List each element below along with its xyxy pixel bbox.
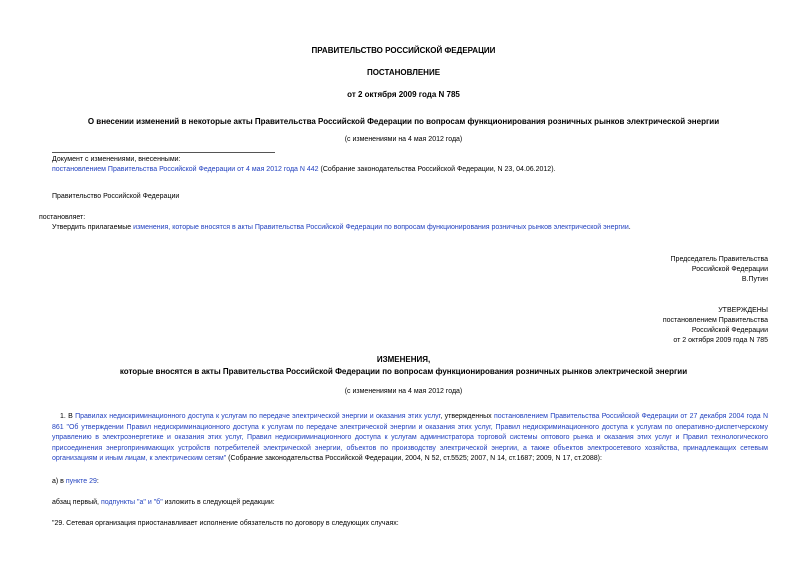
signature-country: Российской Федерации	[691, 266, 768, 273]
subitem-a-suffix: :	[96, 478, 99, 485]
amending-act-link[interactable]: постановлением Правительства Российской Федерации от 4 мая 2012 года N 442	[52, 166, 319, 173]
government-name: Правительство Российской Федерации	[52, 193, 180, 200]
clause-29-link[interactable]: пункте 29	[65, 478, 97, 485]
government-heading: ПРАВИТЕЛЬСТВО РОССИЙСКОЙ ФЕДЕРАЦИИ	[311, 46, 496, 55]
changes-amendment-note: (с изменениями на 4 мая 2012 года)	[344, 388, 463, 395]
approve-prefix: Утвердить прилагаемые	[52, 224, 134, 231]
approved-country: Российской Федерации	[691, 327, 768, 334]
item-1-source: (Собрание законодательства Российской Федерации, 2004, N 52, ст.5525; 2007, N 14, ст.1687; 2009, N 17, ст.2088):	[226, 455, 602, 463]
document-title: О внесении изменений в некоторые акты Правительства Российской Федерации по вопросам функционирования розничных рынков электрической энергии	[87, 117, 720, 126]
signature-title: Председатель Правительства	[670, 256, 768, 263]
approved-by: постановлением Правительства	[662, 317, 768, 324]
document-date-number: от 2 октября 2009 года N 785	[347, 90, 460, 99]
approve-suffix: .	[628, 224, 631, 231]
changes-intro: Документ с изменениями, внесенными:	[52, 156, 181, 163]
approve-text	[52, 224, 631, 231]
abzac-prefix: абзац первый,	[52, 499, 101, 506]
changes-subheading: которые вносятся в акты Правительства Российской Федерации по вопросам функционирования розничных рынков электрической энергии	[119, 367, 688, 376]
abzac-suffix: изложить в следующей редакции:	[162, 499, 275, 506]
changes-source	[52, 166, 555, 173]
resolves-text: постановляет:	[39, 214, 86, 221]
signature-name: В.Путин	[741, 276, 768, 283]
approved-date: от 2 октября 2009 года N 785	[673, 337, 768, 344]
subitem-a-prefix: а) в	[52, 478, 66, 485]
decree-861-link[interactable]: постановлением Правительства Российской Федерации от 27 декабря 2004 года N 861 "Об утверждении Правил недискриминационного доступа к услугам по передаче электрической энергии и оказания этих услуг, Правил недискриминационного доступа к услугам по оперативно-диспетчерскому управлению в электроэнергетике и оказания этих услуг, Правил недискриминационного доступа к услугам администратора торговой системы оптового рынка и оказания этих услуг и Правил технологического присоединения энергопринимающих устройств потребителей электрической энергии, объектов по производству электрической энергии, а также объектов электросетевого хозяйства, принадлежащих сетевым организациям и иным лицам, к электрическим сетям"	[52, 413, 769, 463]
abzac-text	[52, 499, 275, 506]
item-1-middle: , утвержденных	[440, 413, 494, 420]
document-type: ПОСТАНОВЛЕНИЕ	[366, 68, 441, 77]
separator-line	[52, 152, 275, 153]
changes-heading: ИЗМЕНЕНИЯ,	[376, 355, 431, 364]
rules-link[interactable]: Правилах недискриминационного доступа к услугам по передаче электрической энергии и оказания этих услуг	[75, 413, 441, 420]
item-1-prefix: 1. В	[60, 413, 76, 420]
item-1-paragraph	[52, 412, 768, 465]
amending-act-source: (Собрание законодательства Российской Федерации, N 23, 04.06.2012).	[318, 166, 556, 173]
subitem-a	[52, 478, 99, 485]
quoted-clause-29: "29. Сетевая организация приостанавливает исполнение обязательств по договору в следующих случаях:	[52, 520, 399, 527]
subclauses-link[interactable]: подпункты "а" и "б"	[100, 499, 163, 506]
approved-stamp: УТВЕРЖДЕНЫ	[718, 307, 768, 314]
approved-changes-link[interactable]: изменения, которые вносятся в акты Правительства Российской Федерации по вопросам функционирования розничных рынков электрической энергии	[133, 224, 629, 231]
amendment-note: (с изменениями на 4 мая 2012 года)	[344, 136, 463, 143]
